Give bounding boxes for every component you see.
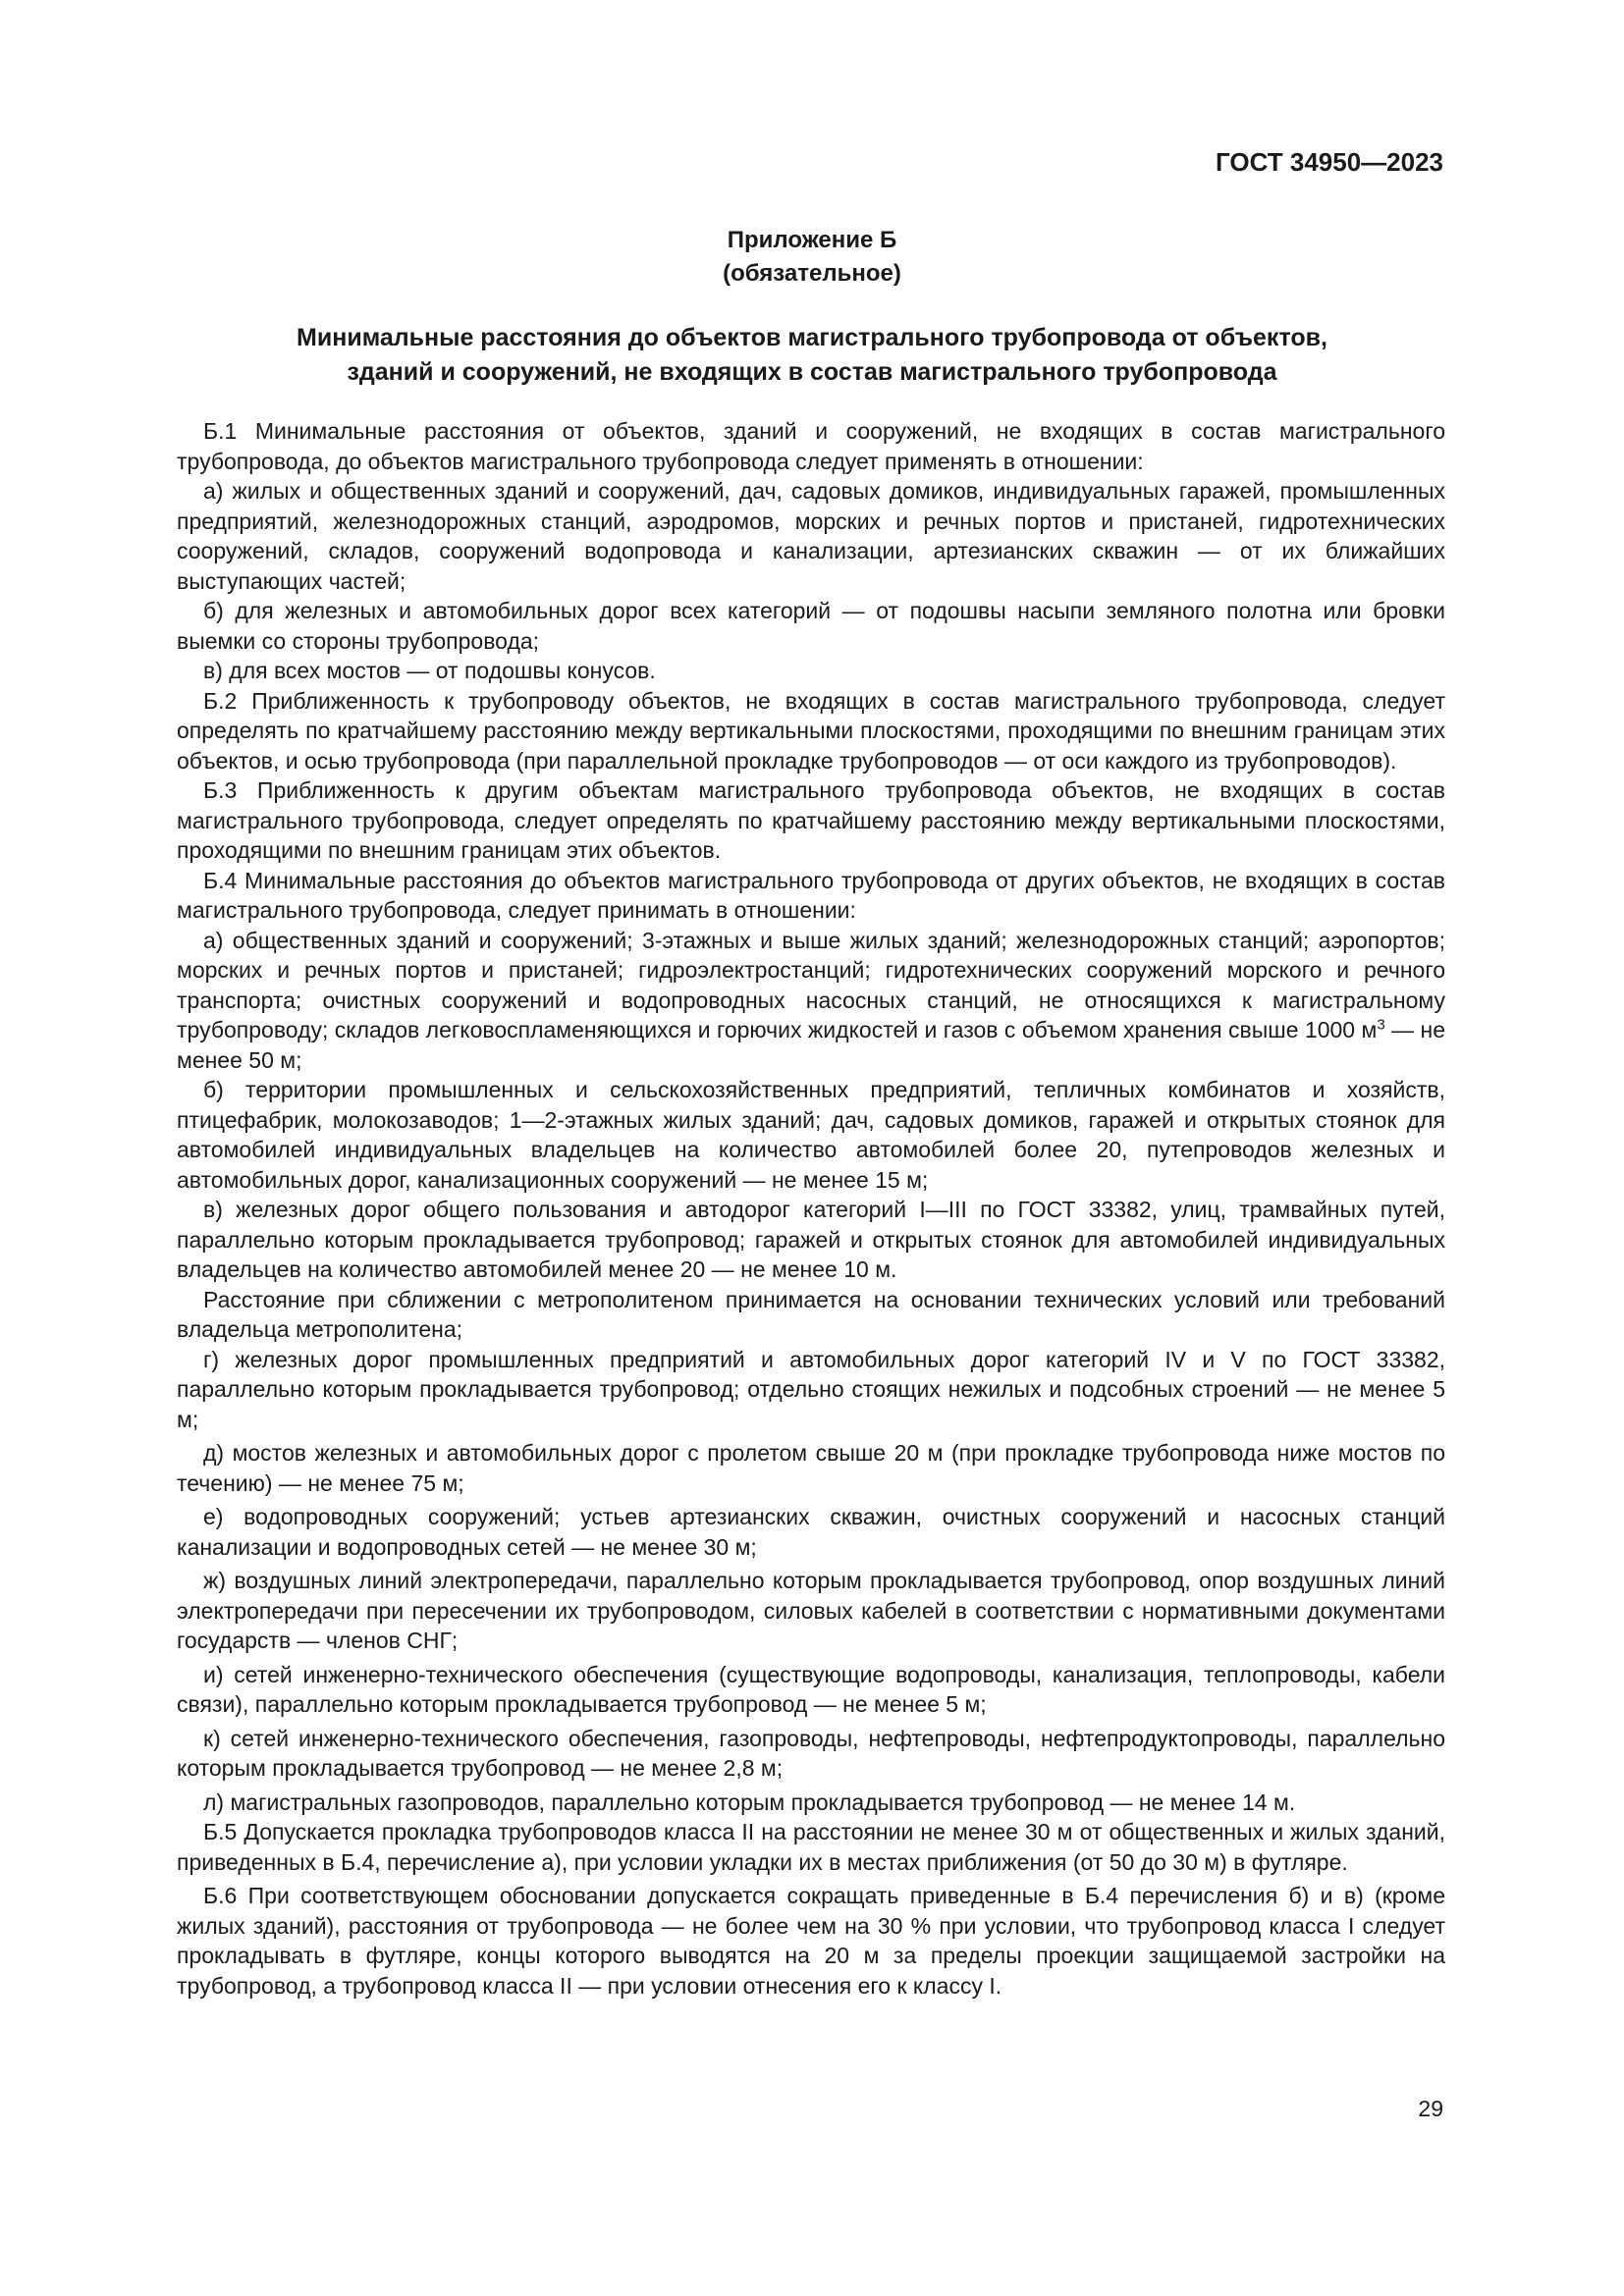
- paragraph-b5: Б.5 Допускается прокладка трубопроводов класса II на расстоянии не менее 30 м от общественных и жилых зданий, приведенных в Б.4, перечисление а), при условии укладки их в местах приближения (от 50 до 30 м) в футляре.: [177, 1819, 1445, 1875]
- list-item-b4-a-text: а) общественных зданий и сооружений; 3-этажных и выше жилых зданий; железнодорожных станций; аэропортов; морских и речных портов и пристаней; гидроэлектростанций; гидротехнических сооружений морского и речного транспорта; очистных сооружений и водопроводных насосных станций, не относящихся к магистральному трубопроводу; складов легковоспламеняющихся и горючих жидкостей и газов с объемом хранения свыше 1000 м: [177, 927, 1445, 1042]
- list-item-b4-b: б) территории промышленных и сельскохозяйственных предприятий, тепличных комбинатов и хозяйств, птицефабрик, молокозаводов; 1—2-этажных жилых зданий; дач, садовых домиков, гаражей и открытых стоянок для автомобилей индивидуальных владельцев на количество автомобилей более 20, путепроводов железных и автомобильных дорог, канализационных сооружений — не менее 15 м;: [177, 1077, 1445, 1193]
- list-item-b1-b: б) для железных и автомобильных дорог всех категорий — от подошвы насыпи земляного полотна или бровки выемки со стороны трубопровода;: [177, 598, 1445, 654]
- section-heading: [118, 321, 1506, 390]
- list-item-b4-v: в) железных дорог общего пользования и автодорог категорий I—III по ГОСТ 33382, улиц, трамвайных путей, параллельно которым прокладывается трубопровод; гаражей и открытых стоянок для автомобилей индивидуальных владельцев на количество автомобилей менее 20 — не менее 10 м.: [177, 1197, 1445, 1282]
- list-item-b4-zh: ж) воздушных линий электропередачи, параллельно которым прокладывается трубопровод, опор воздушных линий электропередачи при пересечении их трубопроводом, силовых кабелей в соответствии с нормативными документами государств — членов СНГ;: [177, 1568, 1445, 1653]
- list-item-b4-a: [177, 926, 1445, 1076]
- section-title-line-2: зданий и сооружений, не входящих в состав магистрального трубопровода: [347, 358, 1277, 386]
- cubic-superscript: 3: [1377, 1016, 1385, 1034]
- paragraph-b3: Б.3 Приближенность к другим объектам магистрального трубопровода объектов, не входящих в состав магистрального трубопровода, следует определять по кратчайшему расстоянию между вертикальными плоскостями, проходящими по внешним границам этих объектов.: [177, 777, 1445, 863]
- list-item-b1-a: а) жилых и общественных зданий и сооружений, дач, садовых домиков, индивидуальных гаражей, промышленных предприятий, железнодорожных станций, аэродромов, морских и речных портов и пристаней, гидротехнических сооружений, складов, сооружений водопровода и канализации, артезианских скважин — от их ближайших выступающих частей;: [177, 478, 1445, 594]
- list-item-b4-e: е) водопроводных сооружений; устьев артезианских скважин, очистных сооружений и насосных станций канализации и водопроводных сетей — не менее 30 м;: [177, 1504, 1445, 1560]
- paragraph-metro: Расстояние при сближении с метрополитеном принимается на основании технических условий или требований владельца метрополитена;: [177, 1286, 1445, 1342]
- list-item-b4-l: л) магистральных газопроводов, параллельно которым прокладывается трубопровод — не менее 14 м.: [203, 1789, 1296, 1815]
- paragraph-b6: Б.6 При соответствующем обосновании допускается сокращать приведенные в Б.4 перечисления б) и в) (кроме жилых зданий), расстояния от трубопровода — не более чем на 30 % при условии, что трубопровод класса I следует прокладывать в футляре, концы которого выводятся на 20 м за пределы проекции защищаемой застройки на трубопровод, а трубопровод класса II — при условии отнесения его к классу I.: [177, 1883, 1445, 1999]
- page-number: 29: [1418, 2096, 1443, 2121]
- list-item-b4-k: к) сетей инженерно-технического обеспечения, газопроводы, нефтепроводы, нефтепродуктопроводы, параллельно которым прокладывается трубопровод — не менее 2,8 м;: [177, 1725, 1445, 1781]
- section-title-line-1: Минимальные расстояния до объектов магистрального трубопровода от объектов,: [297, 324, 1327, 351]
- list-item-b4-g: г) железных дорог промышленных предприятий и автомобильных дорог категорий IV и V по ГОСТ 33382, параллельно которым прокладывается трубопровод; отдельно стоящих нежилых и подсобных строений — не менее 5 м;: [177, 1346, 1445, 1432]
- document-body: [177, 416, 1445, 2001]
- list-item-b4-d: д) мостов железных и автомобильных дорог с пролетом свыше 20 м (при прокладке трубопровода ниже мостов по течению) — не менее 75 м;: [177, 1440, 1445, 1496]
- paragraph-b1: Б.1 Минимальные расстояния от объектов, зданий и сооружений, не входящих в состав магистрального трубопровода, до объектов магистрального трубопровода следует применять в отношении:: [177, 418, 1445, 474]
- appendix-status: (обязательное): [723, 260, 901, 287]
- appendix-heading: [0, 224, 1624, 291]
- list-item-b4-i: и) сетей инженерно-технического обеспечения (существующие водопроводы, канализация, теплопроводы, кабели связи), параллельно которым прокладывается трубопровод — не менее 5 м;: [177, 1661, 1445, 1717]
- appendix-title: Приложение Б: [727, 227, 897, 253]
- paragraph-b4: Б.4 Минимальные расстояния до объектов магистрального трубопровода от других объектов, не входящих в состав магистрального трубопровода, следует принимать в отношении:: [177, 867, 1445, 923]
- document-standard-number: ГОСТ 34950—2023: [1216, 147, 1443, 177]
- list-item-b1-v: в) для всех мостов — от подошвы конусов.: [203, 658, 656, 683]
- paragraph-b2: Б.2 Приближенность к трубопроводу объектов, не входящих в состав магистрального трубопровода, следует определять по кратчайшему расстоянию между вертикальными плоскостями, проходящими по внешним границам этих объектов, и осью трубопровода (при параллельной прокладке трубопроводов — от оси каждого из трубопроводов).: [177, 687, 1445, 774]
- list-item-b4-a-tail: — не менее 50 м;: [177, 1017, 1445, 1073]
